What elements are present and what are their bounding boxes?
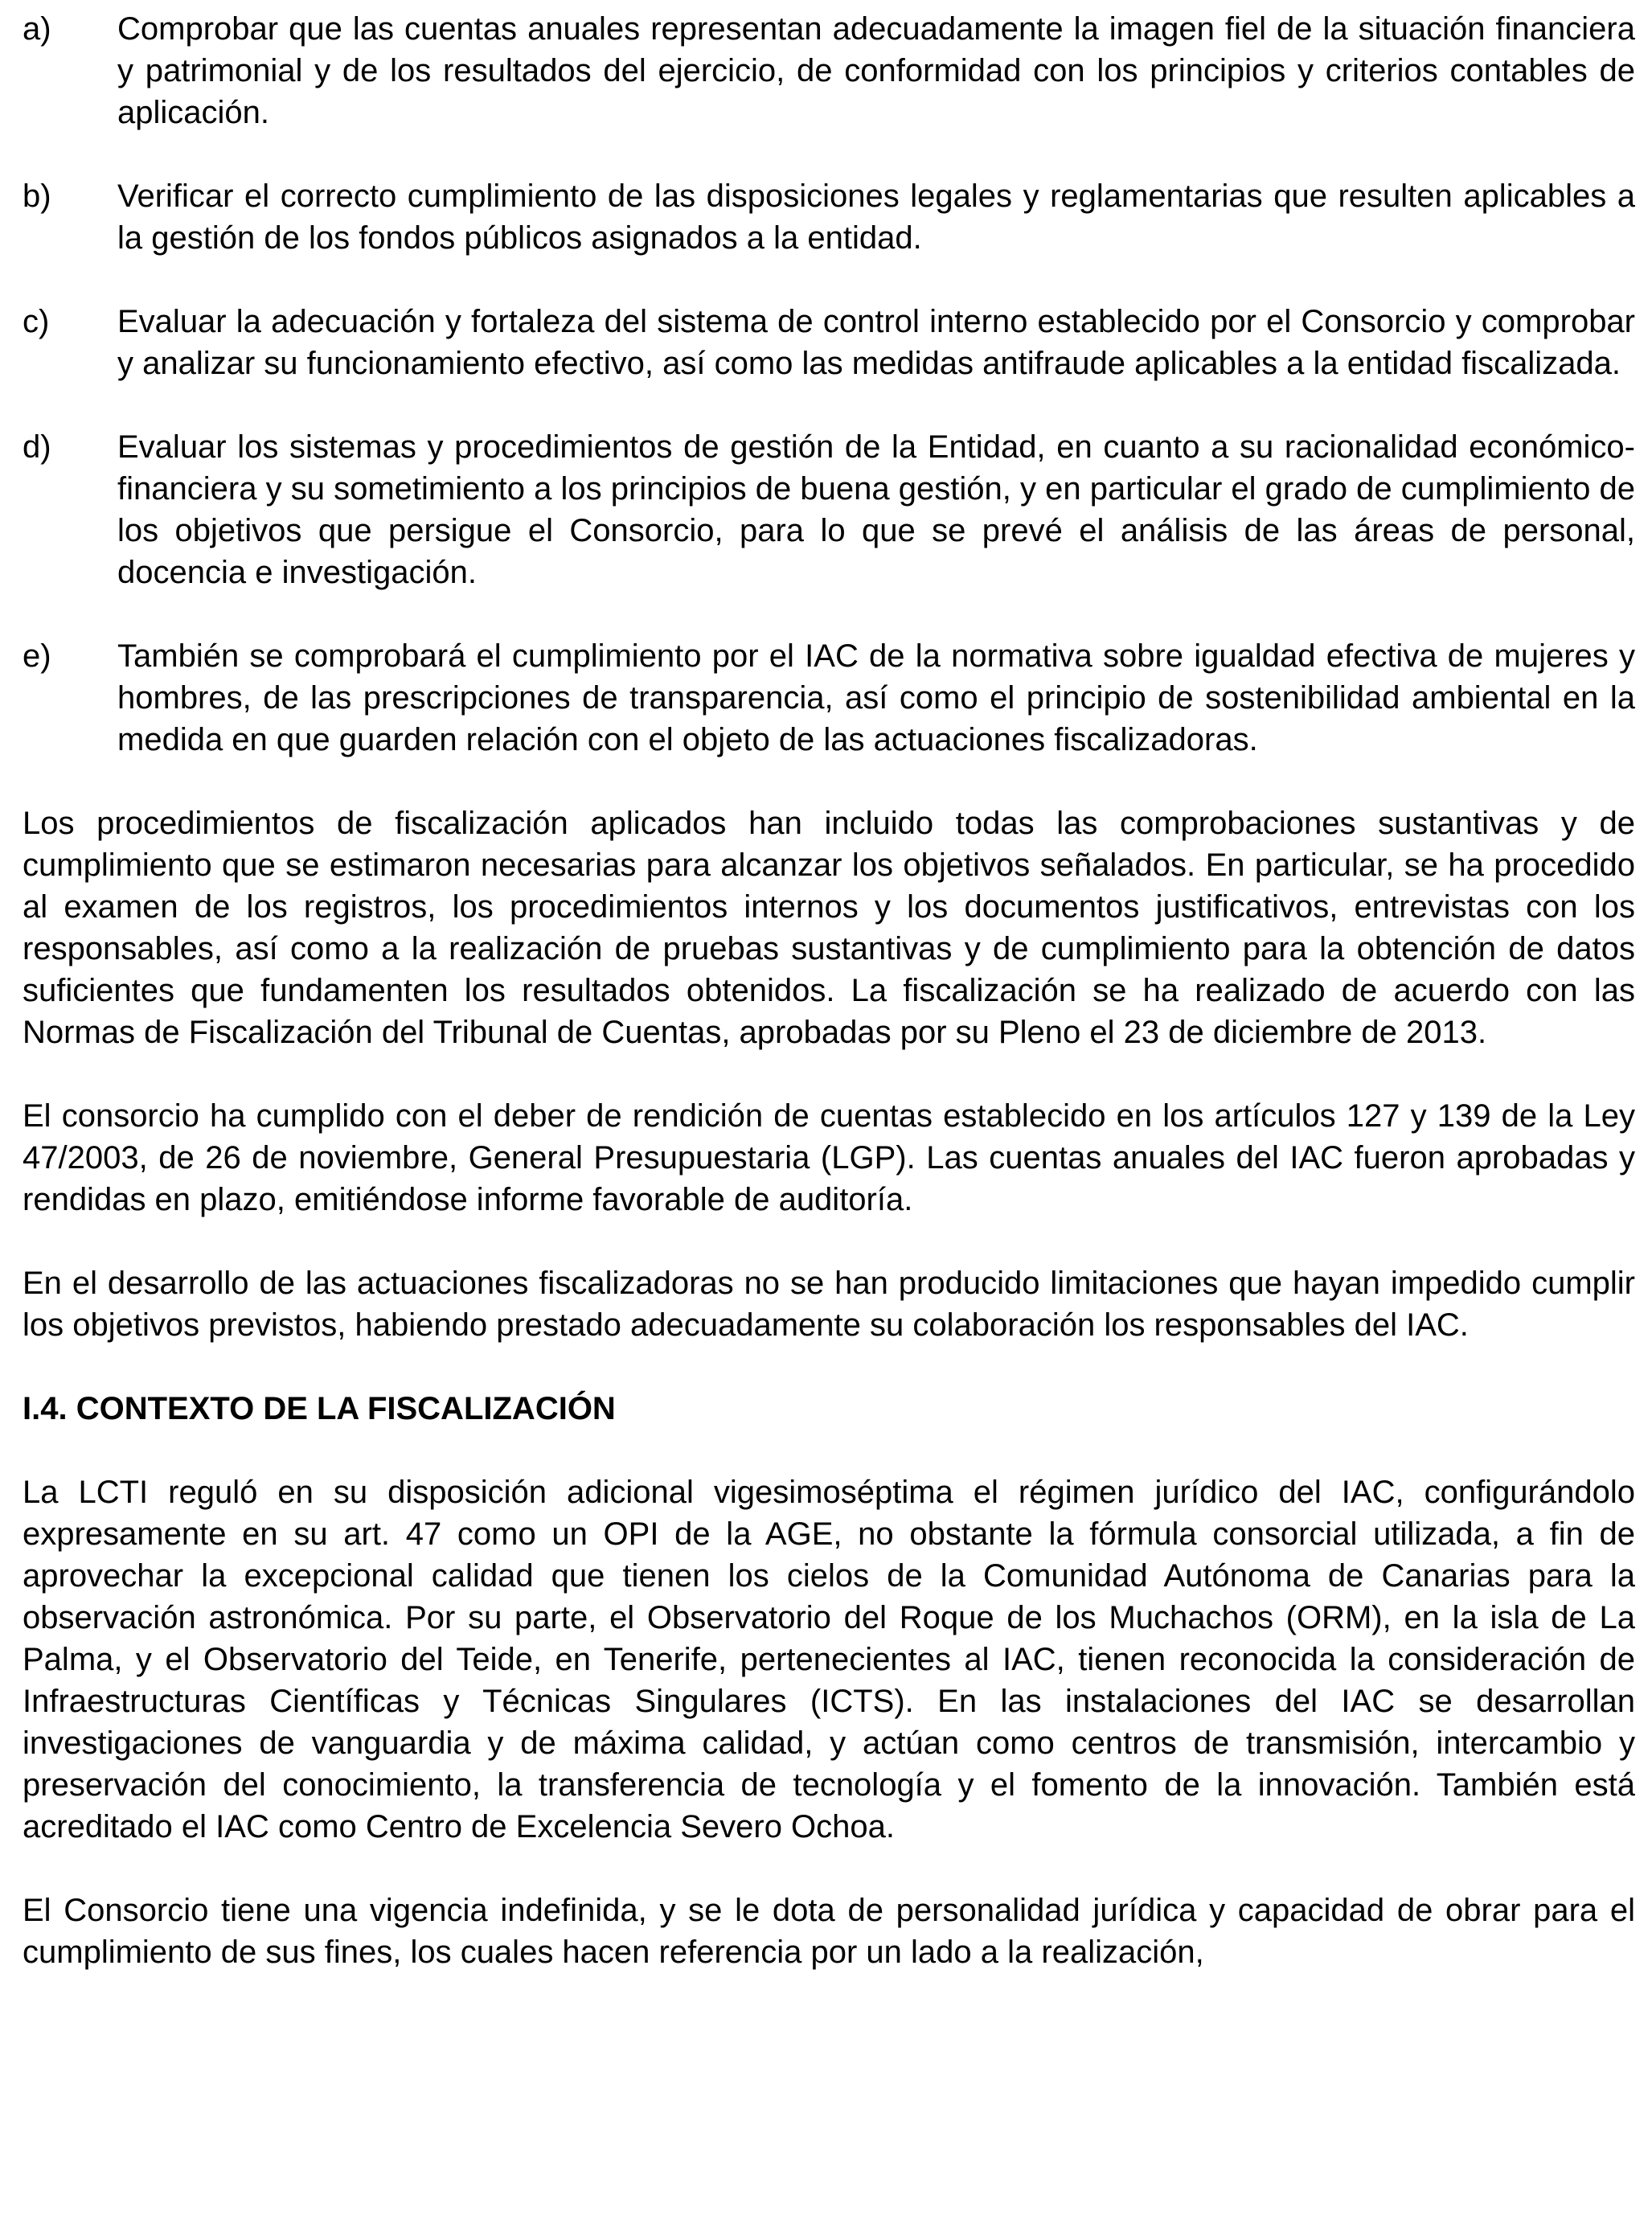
list-item-label: b) (23, 178, 51, 214)
list-item-label: e) (23, 638, 51, 674)
list-item-text: Evaluar la adecuación y fortaleza del sistema de control interno establecido por el Consorcio y comprobar y analizar su funcionamiento efectivo, así como las medidas antifraude aplicables a la entidad fiscalizada. (117, 304, 1635, 381)
list-item-text: Verificar el correcto cumplimiento de las disposiciones legales y reglamentarias que resulten aplicables a la gestión de los fondos públicos asignados a la entidad. (117, 178, 1635, 256)
paragraph-limitations: En el desarrollo de las actuaciones fiscalizadoras no se han producido limitaciones que hayan impedido cumplir los objetivos previstos, habiendo prestado adecuadamente su colaboración los responsables del IAC. (23, 1266, 1635, 1343)
list-item-d (23, 426, 1635, 593)
section-heading: I.4. CONTEXTO DE LA FISCALIZACIÓN (23, 1391, 616, 1426)
paragraph-procedures: Los procedimientos de fiscalización aplicados han incluido todas las comprobaciones sustantivas y de cumplimiento que se estimaron necesarias para alcanzar los objetivos señalados. En particular, se ha procedido al examen de los registros, los procedimientos internos y los documentos justificativos, entrevistas con los responsables, así como a la realización de pruebas sustantivas y de cumplimiento para la obtención de datos suficientes que fundamenten los resultados obtenidos. La fiscalización se ha realizado de acuerdo con las Normas de Fiscalización del Tribunal de Cuentas, aprobadas por su Pleno el 23 de diciembre de 2013. (23, 806, 1635, 1050)
list-item-text: Comprobar que las cuentas anuales representan adecuadamente la imagen fiel de la situación financiera y patrimonial y de los resultados del ejercicio, de conformidad con los principios y criterios contables de aplicación. (117, 11, 1635, 130)
list-item-text: También se comprobará el cumplimiento por el IAC de la normativa sobre igualdad efectiva de mujeres y hombres, de las prescripciones de transparencia, así como el principio de sostenibilidad ambiental en la medida en que guarden relación con el objeto de las actuaciones fiscalizadoras. (117, 638, 1635, 757)
list-item-label: a) (23, 11, 51, 47)
paragraph-consortium: El Consorcio tiene una vigencia indefinida, y se le dota de personalidad jurídica y capacidad de obrar para el cumplimiento de sus fines, los cuales hacen referencia por un lado a la realización, (23, 1893, 1635, 1970)
document-page (23, 8, 1635, 1973)
paragraph-context: La LCTI reguló en su disposición adicional vigesimoséptima el régimen jurídico del IAC, configurándolo expresamente en su art. 47 como un OPI de la AGE, no obstante la fórmula consorcial utilizada, a fin de aprovechar la excepcional calidad que tienen los cielos de la Comunidad Autónoma de Canarias para la observación astronómica. Por su parte, el Observatorio del Roque de los Muchachos (ORM), en la isla de La Palma, y el Observatorio del Teide, en Tenerife, pertenecientes al IAC, tienen reconocida la consideración de Infraestructuras Científicas y Técnicas Singulares (ICTS). En las instalaciones del IAC se desarrollan investigaciones de vanguardia y de máxima calidad, y actúan como centros de transmisión, intercambio y preservación del conocimiento, la transferencia de tecnología y el fomento de la innovación. También está acreditado el IAC como Centro de Excelencia Severo Ochoa. (23, 1475, 1635, 1844)
paragraph-accountability: El consorcio ha cumplido con el deber de rendición de cuentas establecido en los artículos 127 y 139 de la Ley 47/2003, de 26 de noviembre, General Presupuestaria (LGP). Las cuentas anuales del IAC fueron aprobadas y rendidas en plazo, emitiéndose informe favorable de auditoría. (23, 1098, 1635, 1217)
list-item-b (23, 175, 1635, 259)
list-item-label: d) (23, 429, 51, 465)
list-item-a (23, 8, 1635, 133)
list-item-e (23, 635, 1635, 761)
list-item-text: Evaluar los sistemas y procedimientos de gestión de la Entidad, en cuanto a su racionalidad económico-financiera y su sometimiento a los principios de buena gestión, y en particular el grado de cumplimiento de los objetivos que persigue el Consorcio, para lo que se prevé el análisis de las áreas de personal, docencia e investigación. (117, 429, 1635, 590)
list-item-label: c) (23, 304, 50, 339)
list-item-c (23, 301, 1635, 384)
